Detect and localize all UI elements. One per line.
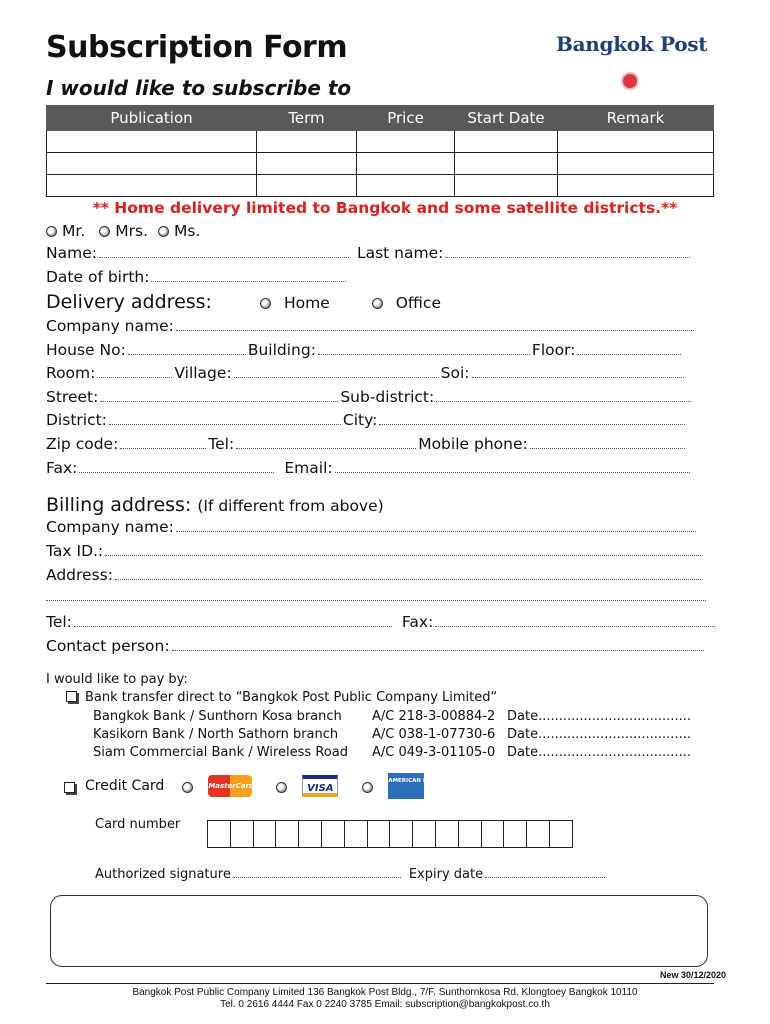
form-version: New 30/12/2020 — [660, 970, 727, 980]
card-digit-box[interactable] — [389, 820, 413, 848]
col-term: Term — [257, 106, 357, 131]
billing-company-field[interactable] — [176, 531, 696, 532]
label-email: Email: — [284, 459, 333, 477]
label-sub-district: Sub-district: — [340, 388, 435, 406]
card-digit-box[interactable] — [549, 820, 573, 848]
bank-date-1[interactable]: Date..................................... — [507, 709, 691, 724]
label-tel: Tel: — [208, 435, 235, 453]
col-publication: Publication — [47, 106, 257, 131]
table-row[interactable] — [47, 131, 714, 153]
fax-field[interactable] — [79, 472, 274, 473]
label-billing-address-line: Address: — [46, 566, 113, 584]
signature-field[interactable] — [233, 877, 401, 878]
footer-divider — [46, 983, 714, 984]
expiry-field[interactable] — [485, 877, 605, 878]
label-signature: Authorized signature — [95, 867, 231, 882]
card-digit-box[interactable] — [481, 820, 505, 848]
card-digit-box[interactable] — [253, 820, 277, 848]
card-digit-box[interactable] — [275, 820, 299, 848]
card-digit-box[interactable] — [298, 820, 322, 848]
floor-field[interactable] — [577, 354, 681, 355]
billing-tel-field[interactable] — [74, 626, 392, 627]
bank-account-1: A/C 218-3-00884-2 — [372, 709, 496, 724]
bank-date-3[interactable]: Date..................................... — [507, 745, 691, 760]
contact-person-field[interactable] — [172, 650, 704, 651]
email-field[interactable] — [335, 472, 690, 473]
district-field[interactable] — [109, 424, 341, 425]
mobile-field[interactable] — [530, 448, 685, 449]
label-card-number: Card number — [95, 817, 181, 832]
building-field[interactable] — [318, 354, 530, 355]
col-remark: Remark — [558, 106, 714, 131]
label-soi: Soi: — [440, 364, 470, 382]
label-office: Office — [395, 294, 441, 312]
label-credit-card: Credit Card — [85, 778, 165, 794]
label-expiry: Expiry date — [408, 867, 484, 882]
street-field[interactable] — [100, 401, 338, 402]
label-floor: Floor: — [531, 341, 576, 359]
bank-name-2: Kasikorn Bank / North Sathorn branch — [93, 727, 339, 742]
pay-intro: I would like to pay by: — [46, 672, 188, 687]
soi-field[interactable] — [472, 377, 684, 378]
label-room: Room: — [46, 364, 96, 382]
label-home: Home — [283, 294, 330, 312]
billing-note: (If different from above) — [197, 497, 384, 515]
table-row[interactable] — [47, 153, 714, 175]
label-ms: Ms. — [174, 222, 201, 240]
visa-logo: VISA — [302, 775, 338, 797]
label-mobile: Mobile phone: — [418, 435, 528, 453]
label-mr: Mr. — [62, 222, 86, 240]
name-field[interactable] — [99, 257, 349, 258]
sub-district-field[interactable] — [436, 401, 691, 402]
checkbox-credit-card[interactable] — [64, 782, 75, 793]
delivery-notice: ** Home delivery limited to Bangkok and some satellite districts.** — [92, 199, 678, 217]
label-tax-id: Tax ID.: — [46, 542, 104, 560]
label-city: City: — [342, 411, 378, 429]
bank-name-1: Bangkok Bank / Sunthorn Kosa branch — [93, 709, 342, 724]
label-contact-person: Contact person: — [46, 637, 170, 655]
label-street: Street: — [46, 388, 99, 406]
label-building: Building: — [247, 341, 316, 359]
bank-name-3: Siam Commercial Bank / Wireless Road — [93, 745, 348, 760]
logo-seal-icon — [621, 72, 639, 90]
footer-address: Bangkok Post Public Company Limited 136 Bangkok Post Bldg., 7/F. Sunthornkosa Rd. Klongtoey Bangkok 10110 — [132, 987, 638, 998]
company-name-field[interactable] — [176, 330, 694, 331]
label-billing-tel: Tel: — [46, 613, 72, 631]
label-dob: Date of birth: — [46, 268, 150, 286]
remarks-box[interactable] — [50, 895, 708, 967]
card-digit-box[interactable] — [344, 820, 368, 848]
publication-table — [46, 105, 714, 197]
col-start-date: Start Date — [455, 106, 558, 131]
amex-logo: AMERICAN EXPRESS — [388, 773, 424, 799]
label-last-name: Last name: — [356, 244, 444, 262]
bank-account-3: A/C 049-3-01105-0 — [372, 745, 496, 760]
label-fax: Fax: — [46, 459, 78, 477]
radio-mrs[interactable] — [99, 226, 110, 237]
card-digit-box[interactable] — [207, 820, 231, 848]
card-digit-box[interactable] — [503, 820, 527, 848]
bank-date-2[interactable]: Date..................................... — [507, 727, 691, 742]
room-field[interactable] — [97, 377, 172, 378]
card-digit-box[interactable] — [321, 820, 345, 848]
tax-id-field[interactable] — [105, 555, 701, 556]
billing-address-field-2[interactable] — [46, 600, 706, 601]
billing-fax-field[interactable] — [435, 626, 715, 627]
bangkok-post-logo: Bangkok Post — [556, 32, 708, 56]
village-field[interactable] — [234, 377, 439, 378]
title-options — [46, 222, 200, 240]
page-title: Subscription Form — [46, 30, 348, 65]
footer-contact: Tel. 0 2616 4444 Fax 0 2240 3785 Email: subscription@bangkokpost.co.th — [220, 999, 550, 1010]
col-price: Price — [357, 106, 455, 131]
radio-amex[interactable] — [362, 782, 373, 793]
page-subtitle: I would like to subscribe to — [46, 76, 352, 100]
table-row[interactable] — [47, 175, 714, 197]
radio-ms[interactable] — [158, 226, 169, 237]
label-village: Village: — [174, 364, 232, 382]
radio-office[interactable] — [372, 298, 383, 309]
radio-mr[interactable] — [46, 226, 57, 237]
label-mrs: Mrs. — [115, 222, 148, 240]
card-digit-box[interactable] — [458, 820, 482, 848]
radio-visa[interactable] — [276, 782, 287, 793]
city-field[interactable] — [379, 424, 685, 425]
mastercard-logo: MasterCard — [208, 775, 252, 797]
label-district: District: — [46, 411, 107, 429]
label-billing-fax: Fax: — [401, 613, 434, 631]
card-digit-box[interactable] — [412, 820, 436, 848]
zip-field[interactable] — [120, 448, 206, 449]
card-digit-box[interactable] — [230, 820, 254, 848]
house-no-field[interactable] — [128, 354, 246, 355]
billing-address-field[interactable] — [115, 579, 701, 580]
card-digit-box[interactable] — [367, 820, 391, 848]
label-zip: Zip code: — [46, 435, 119, 453]
label-bank-transfer: Bank transfer direct to “Bangkok Post Public Company Limited“ — [85, 690, 498, 705]
label-name: Name: — [46, 244, 97, 262]
label-delivery-address: Delivery address: — [46, 291, 212, 313]
tel-field[interactable] — [236, 448, 416, 449]
card-digit-box[interactable] — [526, 820, 550, 848]
label-house-no: House No: — [46, 341, 126, 359]
radio-home[interactable] — [260, 298, 271, 309]
dob-field[interactable] — [151, 281, 346, 282]
label-billing-company: Company name: — [46, 518, 174, 536]
radio-mastercard[interactable] — [182, 782, 193, 793]
label-company-name: Company name: — [46, 317, 174, 335]
checkbox-bank-transfer[interactable] — [66, 691, 77, 702]
bank-account-2: A/C 038-1-07730-6 — [372, 727, 496, 742]
last-name-field[interactable] — [445, 257, 690, 258]
card-digit-box[interactable] — [435, 820, 459, 848]
label-billing-address: Billing address: — [46, 494, 192, 516]
